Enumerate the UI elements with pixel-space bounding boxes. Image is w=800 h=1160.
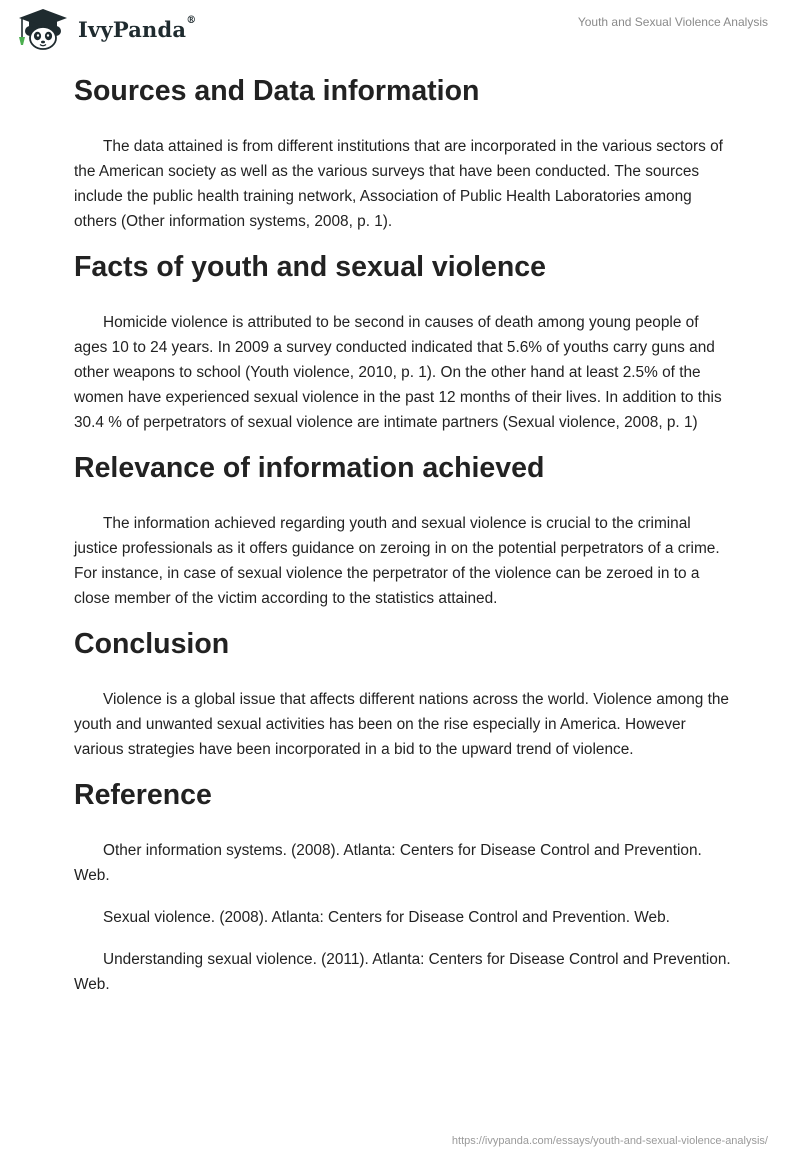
reference-item: Sexual violence. (2008). Atlanta: Centers for Disease Control and Prevention. Web. <box>103 909 670 926</box>
section-heading: Conclusion <box>74 628 230 660</box>
source-url[interactable]: https://ivypanda.com/essays/youth-and-sexual-violence-analysis/ <box>451 1135 768 1147</box>
registered-mark: ® <box>186 14 197 26</box>
section-paragraph: Homicide violence is attributed to be second in causes of death among young people of ages 10 to 24 years. In 2009 a survey conducted indicated that 5.6% of youths carry guns and other weapons to school (Youth violence, 2010, p. 1). On the other hand at least 2.5% of the women have experienced sexual violence in the past 12 months of their lives. In addition to this 30.4 % of perpetrators of sexual violence are intimate partners (Sexual violence, 2008, p. 1) <box>74 314 722 431</box>
section-paragraph: The data attained is from different institutions that are incorporated in the various sectors of the American society as well as the various surveys that have been conducted. The sources include the public health training network, Association of Public Health Laboratories among others (Other information systems, 2008, p. 1). <box>74 138 723 230</box>
page-header <box>0 0 800 66</box>
section-heading: Facts of youth and sexual violence <box>74 251 546 283</box>
reference-item: Other information systems. (2008). Atlanta: Centers for Disease Control and Prevention. Web. <box>74 842 702 884</box>
document-title: Youth and Sexual Violence Analysis <box>577 15 768 29</box>
ivypanda-logo[interactable] <box>14 7 196 51</box>
section-heading: Sources and Data information <box>74 75 480 107</box>
section-heading: Relevance of information achieved <box>74 452 545 484</box>
essay-body <box>74 72 734 997</box>
brand-name: IvyPanda® <box>78 14 197 42</box>
panda-graduate-icon <box>14 7 72 51</box>
section-paragraph: Violence is a global issue that affects different nations across the world. Violence among the youth and unwanted sexual activities has been on the rise especially in America. However various strategies have been incorporated in a bid to the upward trend of violence. <box>74 691 729 758</box>
section-paragraph: The information achieved regarding youth and sexual violence is crucial to the criminal justice professionals as it offers guidance on zeroing in on the potential perpetrators of a crime. For instance, in case of sexual violence the perpetrator of the violence can be zeroed in to a close member of the victim according to the statistics attained. <box>74 515 720 607</box>
section-heading: Reference <box>74 779 212 811</box>
reference-item: Understanding sexual violence. (2011). Atlanta: Centers for Disease Control and Prevention. Web. <box>74 951 731 993</box>
